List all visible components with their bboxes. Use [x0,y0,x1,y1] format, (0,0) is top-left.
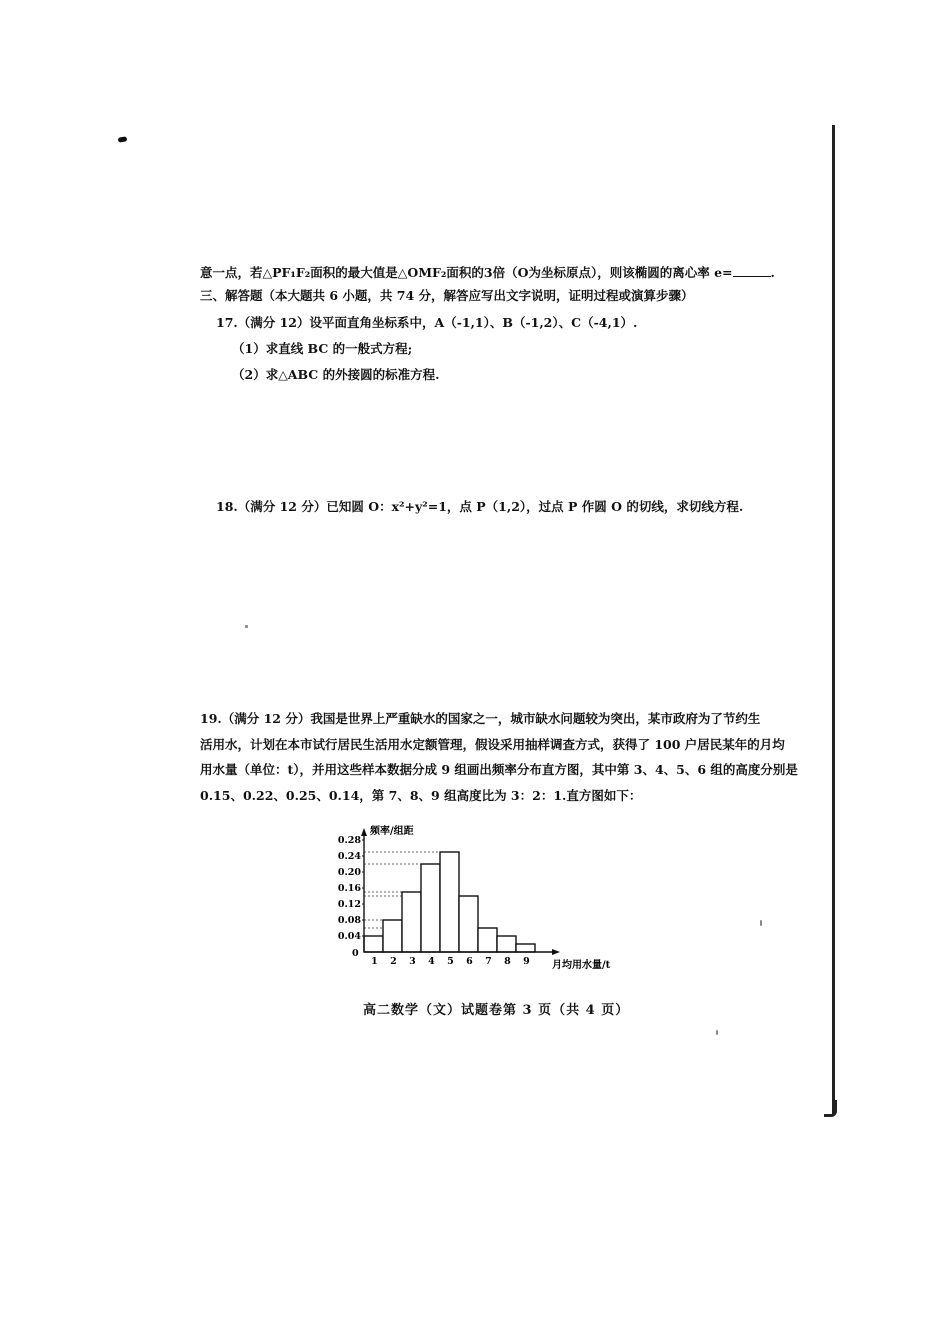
q16-tail [200,265,775,281]
y-axis-label: 频率/组距 [370,826,414,837]
histogram-bar [440,852,459,952]
page-edge-hook [824,1100,837,1117]
scan-mark [118,136,128,142]
x-tick-label: 6 [466,956,473,967]
scan-speck [760,920,762,926]
histogram-bar [402,892,421,952]
q17-part1: （1）求直线 BC 的一般式方程; [232,341,413,356]
q19-line: 0.15、0.22、0.25、0.14，第 7、8、9 组高度比为 3：2：1.直方图如下： [200,787,642,803]
page-footer: 高二数学（文）试题卷第 3 页（共 4 页） [363,1003,630,1018]
y-tick-label: 0.12 [337,899,361,910]
origin-label: 0 [352,948,359,959]
histogram-chart [330,818,630,978]
x-tick-label: 4 [428,956,435,967]
histogram-bar [516,944,535,952]
scan-speck [716,1030,718,1035]
x-tick-label: 1 [371,956,378,967]
scan-speck [245,625,248,628]
page-edge-line [832,125,835,1115]
histogram-bar [383,920,402,952]
x-tick-label: 5 [447,956,454,967]
histogram-bar [478,928,497,952]
y-tick-label: 0.04 [337,931,361,942]
histogram-bar [421,864,440,952]
q19-line: 用水量（单位：t），并用这些样本数据分成 9 组画出频率分布直方图，其中第 3、4、5、6 组的高度分别是 [200,762,798,777]
x-tick-label: 2 [390,956,397,967]
x-tick-label: 9 [523,956,530,967]
x-axis-arrow [552,949,560,955]
x-tick-label: 7 [485,956,492,967]
y-tick-label: 0.08 [337,915,361,926]
y-axis-arrow [361,828,367,836]
q16-tail-end: . [770,265,775,280]
histogram-bar [497,936,516,952]
q17-stem: 17.（满分 12）设平面直角坐标系中，A（-1,1）、B（-1,2）、C（-4,1）. [216,315,638,330]
histogram-bar [459,896,478,952]
q19-line: 活用水，计划在本市试行居民生活用水定额管理，假设采用抽样调查方式，获得了 100 户居民某年的月均 [200,736,785,752]
y-tick-label: 0.20 [337,867,361,878]
y-tick-label: 0.24 [337,851,361,862]
x-tick-label: 8 [504,956,511,967]
y-tick-label: 0.16 [337,883,361,894]
q19-text [200,706,798,808]
x-tick-label: 3 [409,956,416,967]
y-tick-label: 0.28 [337,835,361,846]
histogram-bar [364,936,383,952]
answer-blank [733,265,771,277]
q19-line: 19.（满分 12 分）我国是世界上严重缺水的国家之一，城市缺水问题较为突出，某市政府为了节约生 [200,711,761,726]
q18-stem: 18.（满分 12 分）已知圆 O：x²+y²=1，点 P（1,2），过点 P 作圆 O 的切线，求切线方程. [216,499,744,514]
section-heading: 三、解答题（本大题共 6 小题，共 74 分，解答应写出文字说明，证明过程或演算步骤） [200,288,694,303]
q17-part2: （2）求△ABC 的外接圆的标准方程. [232,367,440,382]
q16-tail-text: 意一点，若△PF₁F₂面积的最大值是△OMF₂面积的3倍（O为坐标原点），则该椭圆的离心率 e= [200,265,733,280]
x-axis-label: 月均用水量/t [552,960,611,971]
